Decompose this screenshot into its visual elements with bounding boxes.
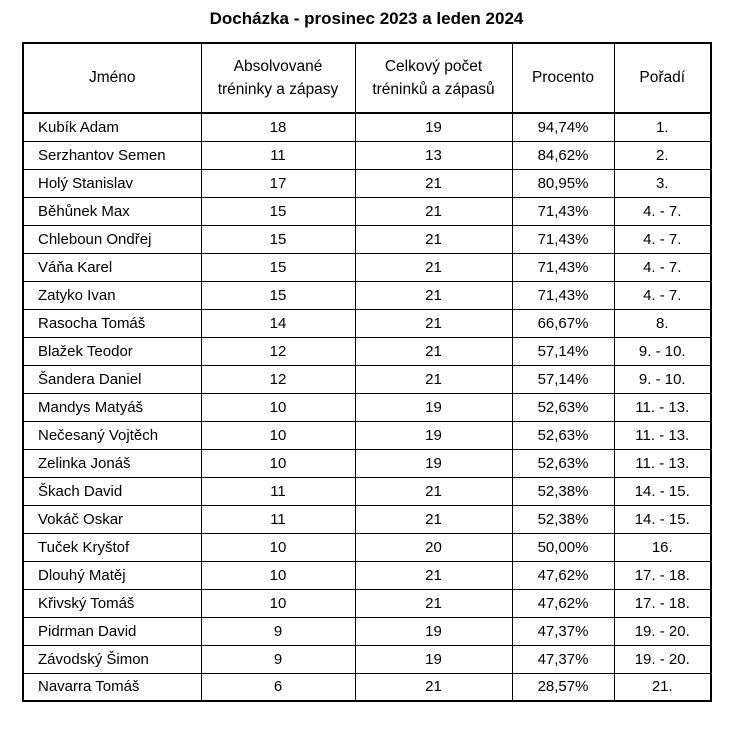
percent-cell: 52,38% [512, 505, 614, 533]
column-header-jmeno: Jméno [23, 43, 201, 113]
column-header-procento: Procento [512, 43, 614, 113]
attended-cell: 11 [201, 477, 355, 505]
percent-cell: 47,37% [512, 645, 614, 673]
rank-cell: 11. - 13. [614, 393, 711, 421]
attended-cell: 18 [201, 113, 355, 141]
table-row [23, 365, 711, 393]
player-name-cell: Škach David [23, 477, 201, 505]
table-row [23, 309, 711, 337]
percent-cell: 47,37% [512, 617, 614, 645]
attended-cell: 15 [201, 225, 355, 253]
total-cell: 21 [355, 337, 512, 365]
total-cell: 19 [355, 393, 512, 421]
percent-cell: 84,62% [512, 141, 614, 169]
rank-cell: 14. - 15. [614, 505, 711, 533]
player-name-cell: Serzhantov Semen [23, 141, 201, 169]
total-cell: 21 [355, 281, 512, 309]
table-row [23, 197, 711, 225]
attended-cell: 14 [201, 309, 355, 337]
table-row [23, 169, 711, 197]
percent-cell: 71,43% [512, 253, 614, 281]
rank-cell: 9. - 10. [614, 337, 711, 365]
rank-cell: 4. - 7. [614, 197, 711, 225]
rank-cell: 17. - 18. [614, 561, 711, 589]
percent-cell: 71,43% [512, 225, 614, 253]
percent-cell: 28,57% [512, 673, 614, 701]
attended-cell: 15 [201, 197, 355, 225]
column-header-celkovy: Celkový počet tréninků a zápasů [355, 43, 512, 113]
total-cell: 21 [355, 253, 512, 281]
percent-cell: 71,43% [512, 197, 614, 225]
total-cell: 19 [355, 645, 512, 673]
total-cell: 19 [355, 113, 512, 141]
player-name-cell: Váňa Karel [23, 253, 201, 281]
rank-cell: 19. - 20. [614, 617, 711, 645]
percent-cell: 57,14% [512, 337, 614, 365]
player-name-cell: Navarra Tomáš [23, 673, 201, 701]
total-cell: 19 [355, 617, 512, 645]
table-row [23, 449, 711, 477]
player-name-cell: Mandys Matyáš [23, 393, 201, 421]
percent-cell: 52,38% [512, 477, 614, 505]
player-name-cell: Chleboun Ondřej [23, 225, 201, 253]
attended-cell: 9 [201, 645, 355, 673]
rank-cell: 14. - 15. [614, 477, 711, 505]
player-name-cell: Křivský Tomáš [23, 589, 201, 617]
table-row [23, 505, 711, 533]
column-header-poradi: Pořadí [614, 43, 711, 113]
player-name-cell: Vokáč Oskar [23, 505, 201, 533]
rank-cell: 1. [614, 113, 711, 141]
attended-cell: 9 [201, 617, 355, 645]
rank-cell: 3. [614, 169, 711, 197]
rank-cell: 21. [614, 673, 711, 701]
table-header [23, 43, 711, 113]
percent-cell: 50,00% [512, 533, 614, 561]
attendance-table [22, 42, 712, 702]
table-body [23, 113, 711, 701]
rank-cell: 4. - 7. [614, 253, 711, 281]
player-name-cell: Nečesaný Vojtěch [23, 421, 201, 449]
percent-cell: 57,14% [512, 365, 614, 393]
rank-cell: 17. - 18. [614, 589, 711, 617]
percent-cell: 52,63% [512, 421, 614, 449]
total-cell: 13 [355, 141, 512, 169]
percent-cell: 80,95% [512, 169, 614, 197]
player-name-cell: Tuček Kryštof [23, 533, 201, 561]
column-header-absolvovane: Absolvované tréninky a zápasy [201, 43, 355, 113]
table-row [23, 113, 711, 141]
attended-cell: 15 [201, 253, 355, 281]
rank-cell: 11. - 13. [614, 421, 711, 449]
player-name-cell: Kubík Adam [23, 113, 201, 141]
player-name-cell: Blažek Teodor [23, 337, 201, 365]
total-cell: 21 [355, 197, 512, 225]
rank-cell: 11. - 13. [614, 449, 711, 477]
player-name-cell: Pidrman David [23, 617, 201, 645]
attended-cell: 10 [201, 561, 355, 589]
attended-cell: 17 [201, 169, 355, 197]
table-row [23, 561, 711, 589]
total-cell: 21 [355, 673, 512, 701]
player-name-cell: Rasocha Tomáš [23, 309, 201, 337]
player-name-cell: Závodský Šimon [23, 645, 201, 673]
percent-cell: 66,67% [512, 309, 614, 337]
attended-cell: 10 [201, 533, 355, 561]
header-row [23, 43, 711, 113]
table-row [23, 645, 711, 673]
table-row [23, 477, 711, 505]
rank-cell: 4. - 7. [614, 281, 711, 309]
total-cell: 20 [355, 533, 512, 561]
table-row [23, 393, 711, 421]
attended-cell: 10 [201, 421, 355, 449]
percent-cell: 52,63% [512, 393, 614, 421]
attended-cell: 10 [201, 393, 355, 421]
attended-cell: 11 [201, 141, 355, 169]
total-cell: 19 [355, 449, 512, 477]
table-row [23, 421, 711, 449]
attended-cell: 10 [201, 589, 355, 617]
attended-cell: 11 [201, 505, 355, 533]
player-name-cell: Běhůnek Max [23, 197, 201, 225]
attended-cell: 15 [201, 281, 355, 309]
total-cell: 19 [355, 421, 512, 449]
total-cell: 21 [355, 225, 512, 253]
rank-cell: 8. [614, 309, 711, 337]
page-title: Docházka - prosinec 2023 a leden 2024 [209, 9, 524, 28]
total-cell: 21 [355, 309, 512, 337]
percent-cell: 94,74% [512, 113, 614, 141]
total-cell: 21 [355, 589, 512, 617]
total-cell: 21 [355, 561, 512, 589]
table-row [23, 253, 711, 281]
table-row [23, 281, 711, 309]
percent-cell: 47,62% [512, 589, 614, 617]
player-name-cell: Šandera Daniel [23, 365, 201, 393]
percent-cell: 47,62% [512, 561, 614, 589]
rank-cell: 4. - 7. [614, 225, 711, 253]
rank-cell: 19. - 20. [614, 645, 711, 673]
total-cell: 21 [355, 505, 512, 533]
total-cell: 21 [355, 477, 512, 505]
table-row [23, 337, 711, 365]
percent-cell: 71,43% [512, 281, 614, 309]
table-row [23, 589, 711, 617]
rank-cell: 16. [614, 533, 711, 561]
percent-cell: 52,63% [512, 449, 614, 477]
player-name-cell: Dlouhý Matěj [23, 561, 201, 589]
player-name-cell: Zelinka Jonáš [23, 449, 201, 477]
player-name-cell: Holý Stanislav [23, 169, 201, 197]
attended-cell: 10 [201, 449, 355, 477]
table-row [23, 673, 711, 701]
player-name-cell: Zatyko Ivan [23, 281, 201, 309]
attended-cell: 6 [201, 673, 355, 701]
attended-cell: 12 [201, 365, 355, 393]
rank-cell: 2. [614, 141, 711, 169]
total-cell: 21 [355, 169, 512, 197]
table-row [23, 141, 711, 169]
attended-cell: 12 [201, 337, 355, 365]
total-cell: 21 [355, 365, 512, 393]
table-row [23, 225, 711, 253]
table-row [23, 533, 711, 561]
rank-cell: 9. - 10. [614, 365, 711, 393]
table-row [23, 617, 711, 645]
